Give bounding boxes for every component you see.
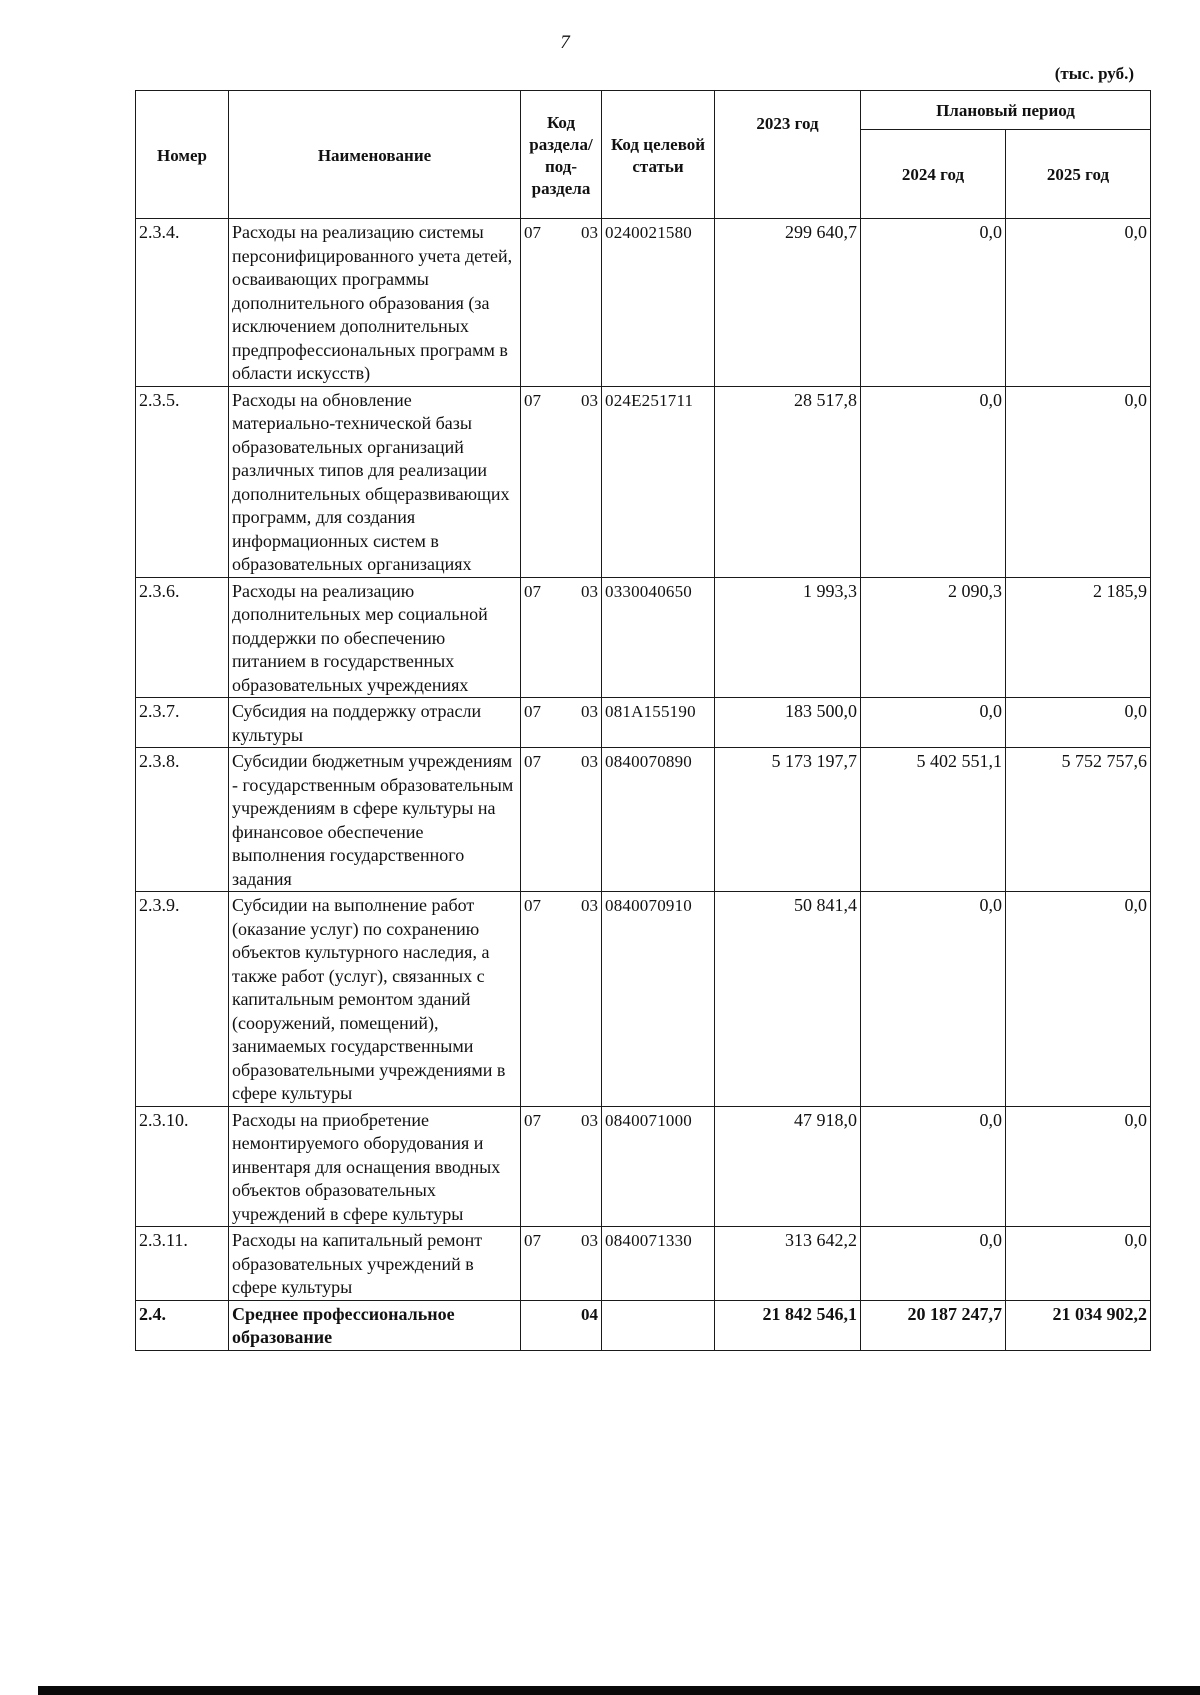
- header-year-2023: 2023 год: [715, 91, 861, 219]
- table-body: [136, 219, 1151, 1351]
- row-amount-2025: 0,0: [1006, 892, 1151, 1107]
- row-subsection: 03: [581, 896, 598, 915]
- row-amount-2023: 183 500,0: [715, 698, 861, 748]
- header-number: Номер: [136, 91, 229, 219]
- row-section-code: [521, 1300, 602, 1350]
- row-section: 07: [524, 1110, 541, 1130]
- header-name: Наименование: [229, 91, 521, 219]
- header-target-code: Код целевой статьи: [602, 91, 715, 219]
- row-amount-2023: 50 841,4: [715, 892, 861, 1107]
- row-name: Расходы на реализацию дополнительных мер социальной поддержки по обеспечению питанием в государственных образовательных учреждениях: [229, 577, 521, 698]
- row-section-code: [521, 219, 602, 387]
- row-name: Расходы на обновление материально-технической базы образовательных организаций различных типов для реализации дополнительных общеразвивающих программ, для создания информационных систем в образовательных организациях: [229, 386, 521, 577]
- row-name: Расходы на приобретение немонтируемого оборудования и инвентаря для оснащения вводных объектов образовательных учреждений в сфере культуры: [229, 1106, 521, 1227]
- header-planning-period: Плановый период: [861, 91, 1151, 130]
- scan-edge-bar: [38, 1686, 1200, 1695]
- header-section-code: Код раздела/ под-раздела: [521, 91, 602, 219]
- row-amount-2023: 5 173 197,7: [715, 748, 861, 892]
- row-target-code: 0330040650: [602, 577, 715, 698]
- row-number: 2.3.6.: [136, 577, 229, 698]
- row-section: 07: [524, 896, 541, 915]
- row-amount-2024: 0,0: [861, 1227, 1006, 1301]
- row-name: Субсидии бюджетным учреждениям - государственным образовательным учреждениям в сфере культуры на финансовое обеспечение выполнения государственного задания: [229, 748, 521, 892]
- table-row: [136, 748, 1151, 892]
- row-name: Расходы на реализацию системы персонифицированного учета детей, осваивающих программы дополнительного образования (за исключением дополнительных предпрофессиональных программ в области искусств): [229, 219, 521, 387]
- row-amount-2025: 0,0: [1006, 219, 1151, 387]
- table-row: [136, 892, 1151, 1107]
- row-section: 07: [524, 702, 541, 721]
- row-number: 2.3.9.: [136, 892, 229, 1107]
- page-number: 7: [560, 32, 570, 53]
- row-number: 2.3.5.: [136, 386, 229, 577]
- row-subsection: 03: [581, 1110, 598, 1130]
- row-section-code: [521, 748, 602, 892]
- row-amount-2024: 0,0: [861, 386, 1006, 577]
- header-year-2025: 2025 год: [1006, 130, 1151, 219]
- row-amount-2025: 0,0: [1006, 1106, 1151, 1227]
- row-amount-2023: 313 642,2: [715, 1227, 861, 1301]
- row-subsection: 03: [581, 581, 598, 601]
- table-header: [136, 91, 1151, 219]
- row-target-code: 0240021580: [602, 219, 715, 387]
- table-row: [136, 1227, 1151, 1301]
- row-section: 07: [524, 1231, 541, 1250]
- row-amount-2024: 2 090,3: [861, 577, 1006, 698]
- row-section: 07: [524, 581, 541, 601]
- row-amount-2025: 21 034 902,2: [1006, 1300, 1151, 1350]
- header-year-2024: 2024 год: [861, 130, 1006, 219]
- table-row: [136, 577, 1151, 698]
- row-amount-2025: 0,0: [1006, 1227, 1151, 1301]
- row-name: Субсидия на поддержку отрасли культуры: [229, 698, 521, 748]
- table-row: [136, 386, 1151, 577]
- row-amount-2024: 0,0: [861, 1106, 1006, 1227]
- row-amount-2023: 1 993,3: [715, 577, 861, 698]
- table-row: [136, 1300, 1151, 1350]
- row-number: 2.4.: [136, 1300, 229, 1350]
- row-target-code: 0840071000: [602, 1106, 715, 1227]
- row-target-code: 081A155190: [602, 698, 715, 748]
- row-amount-2024: 20 187 247,7: [861, 1300, 1006, 1350]
- row-number: 2.3.4.: [136, 219, 229, 387]
- row-amount-2024: 0,0: [861, 698, 1006, 748]
- row-amount-2024: 5 402 551,1: [861, 748, 1006, 892]
- row-target-code: 0840071330: [602, 1227, 715, 1301]
- row-amount-2025: 0,0: [1006, 386, 1151, 577]
- row-section-code: [521, 1106, 602, 1227]
- row-subsection: 03: [581, 702, 598, 721]
- table-row: [136, 698, 1151, 748]
- row-section: 07: [524, 223, 541, 242]
- row-amount-2023: 47 918,0: [715, 1106, 861, 1227]
- row-subsection: 03: [581, 752, 598, 771]
- row-target-code: [602, 1300, 715, 1350]
- row-amount-2024: 0,0: [861, 892, 1006, 1107]
- row-subsection: 03: [581, 390, 598, 410]
- row-subsection: 04: [581, 1304, 598, 1324]
- row-amount-2023: 28 517,8: [715, 386, 861, 577]
- units-label: (тыс. руб.): [1054, 64, 1134, 83]
- row-amount-2023: 299 640,7: [715, 219, 861, 387]
- table-row: [136, 219, 1151, 387]
- row-section-code: [521, 1227, 602, 1301]
- row-section-code: [521, 698, 602, 748]
- row-number: 2.3.11.: [136, 1227, 229, 1301]
- row-subsection: 03: [581, 1231, 598, 1250]
- row-amount-2025: 2 185,9: [1006, 577, 1151, 698]
- row-target-code: 024E251711: [602, 386, 715, 577]
- row-name: Среднее профессиональное образование: [229, 1300, 521, 1350]
- row-amount-2024: 0,0: [861, 219, 1006, 387]
- row-amount-2023: 21 842 546,1: [715, 1300, 861, 1350]
- row-subsection: 03: [581, 223, 598, 242]
- table-row: [136, 1106, 1151, 1227]
- row-number: 2.3.7.: [136, 698, 229, 748]
- budget-table: [135, 90, 1151, 1351]
- row-target-code: 0840070890: [602, 748, 715, 892]
- row-number: 2.3.10.: [136, 1106, 229, 1227]
- row-amount-2025: 5 752 757,6: [1006, 748, 1151, 892]
- row-amount-2025: 0,0: [1006, 698, 1151, 748]
- row-number: 2.3.8.: [136, 748, 229, 892]
- row-section-code: [521, 386, 602, 577]
- row-section: 07: [524, 752, 541, 771]
- row-name: Расходы на капитальный ремонт образовательных учреждений в сфере культуры: [229, 1227, 521, 1301]
- row-section: 07: [524, 390, 541, 410]
- row-name: Субсидии на выполнение работ (оказание услуг) по сохранению объектов культурного наследия, а также работ (услуг), связанных с капитальным ремонтом зданий (сооружений, помещений), занимаемых государственными образовательными учреждениями в сфере культуры: [229, 892, 521, 1107]
- row-section-code: [521, 577, 602, 698]
- row-section-code: [521, 892, 602, 1107]
- row-target-code: 0840070910: [602, 892, 715, 1107]
